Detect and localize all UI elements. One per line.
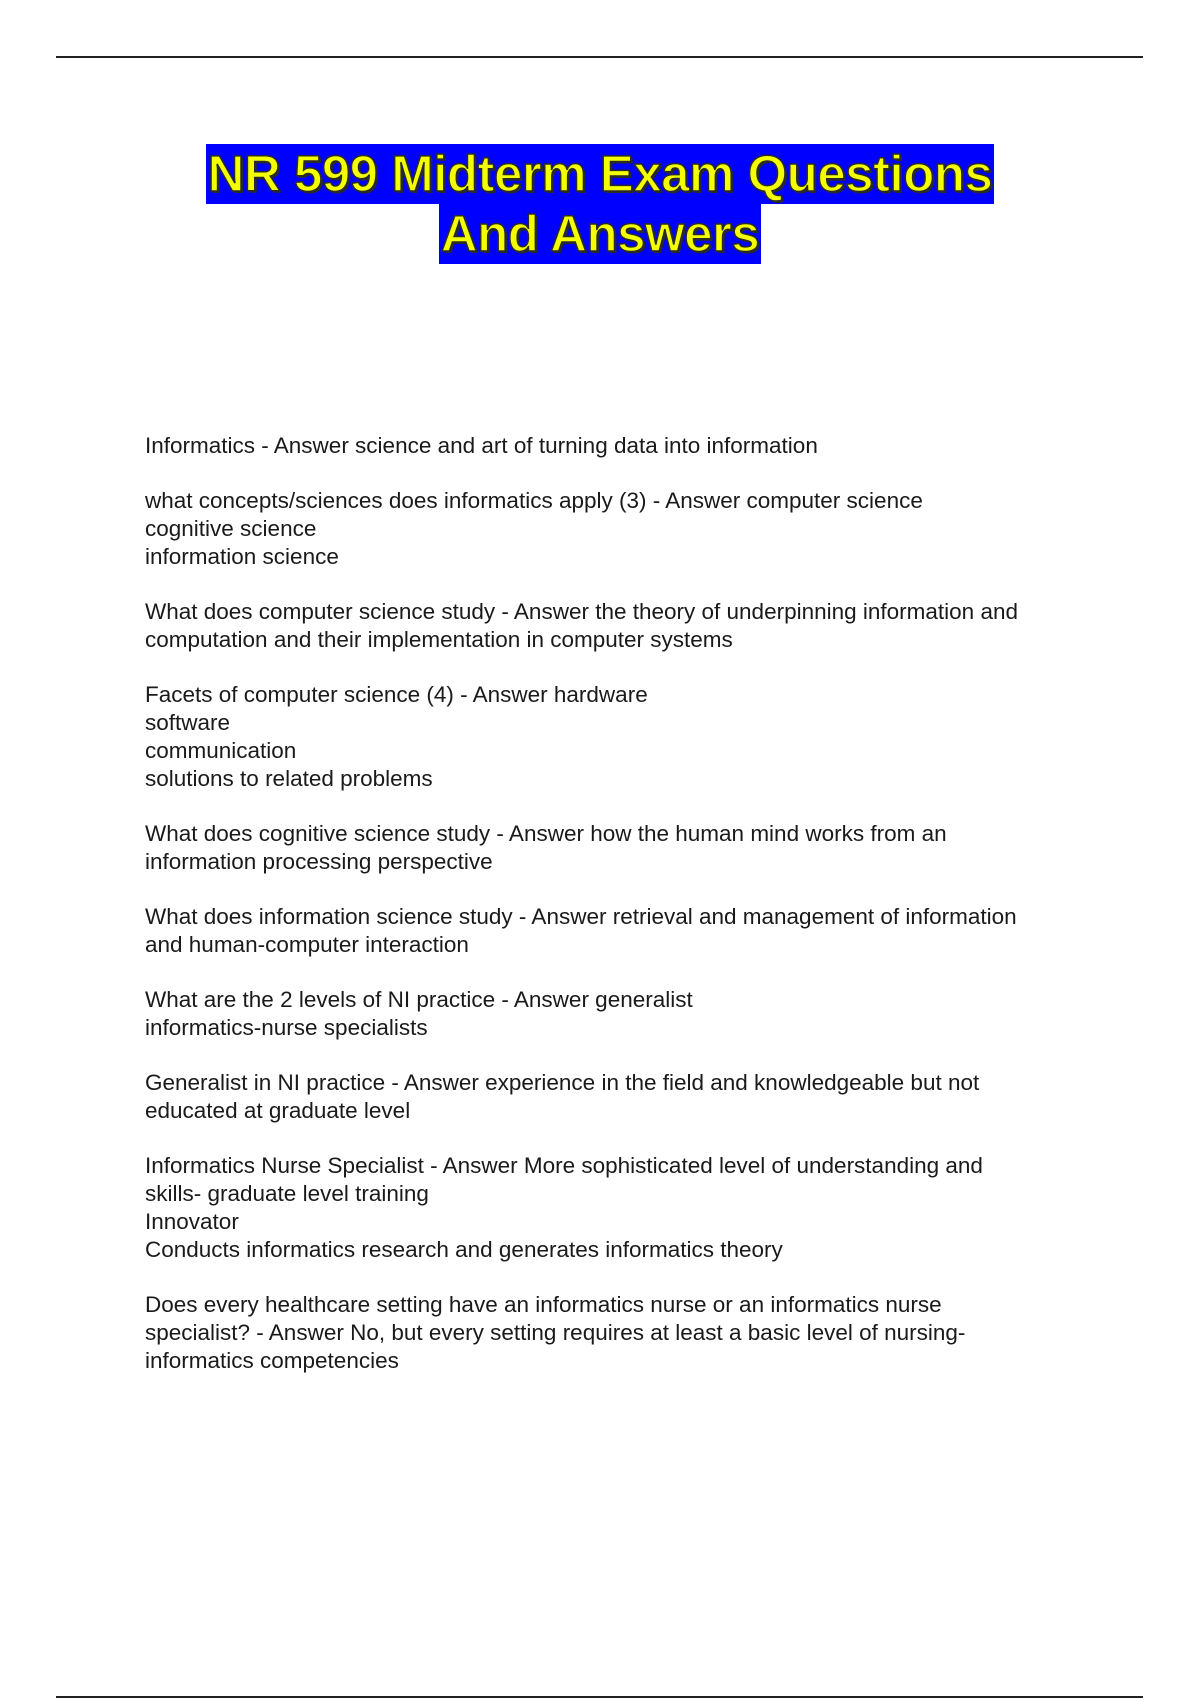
- qa-text-line: Does every healthcare setting have an informatics nurse or an informatics nurse: [145, 1292, 942, 1317]
- qa-item: [145, 432, 1095, 460]
- qa-text-line: Innovator: [145, 1209, 239, 1234]
- document-title: [0, 144, 1200, 264]
- qa-text-line: information processing perspective: [145, 849, 493, 874]
- qa-list: [145, 432, 1095, 1402]
- qa-item: [145, 986, 1095, 1042]
- qa-text-line: communication: [145, 738, 297, 763]
- qa-text-line: information science: [145, 544, 339, 569]
- qa-text-line: Informatics Nurse Specialist - Answer More sophisticated level of understanding and: [145, 1153, 983, 1178]
- qa-item: [145, 487, 1095, 571]
- bottom-rule: [56, 1696, 1143, 1698]
- qa-item: [145, 681, 1095, 793]
- qa-text-line: specialist? - Answer No, but every setting requires at least a basic level of nursing-: [145, 1320, 966, 1345]
- qa-text-line: informatics-nurse specialists: [145, 1015, 428, 1040]
- title-line-2: And Answers: [440, 205, 760, 262]
- qa-text-line: and human-computer interaction: [145, 932, 469, 957]
- title-line-1: NR 599 Midterm Exam Questions: [207, 145, 993, 202]
- qa-text-line: skills- graduate level training: [145, 1181, 429, 1206]
- qa-text-line: educated at graduate level: [145, 1098, 411, 1123]
- qa-text-line: computation and their implementation in computer systems: [145, 627, 733, 652]
- qa-text-line: Generalist in NI practice - Answer experience in the field and knowledgeable but not: [145, 1070, 980, 1095]
- qa-text-line: what concepts/sciences does informatics apply (3) - Answer computer science: [145, 488, 923, 513]
- qa-text-line: What does computer science study - Answer the theory of underpinning information and: [145, 599, 1018, 624]
- qa-text-line: cognitive science: [145, 516, 317, 541]
- qa-item: [145, 1152, 1095, 1264]
- qa-text-line: software: [145, 710, 231, 735]
- qa-item: [145, 820, 1095, 876]
- qa-item: [145, 598, 1095, 654]
- qa-text-line: Facets of computer science (4) - Answer hardware: [145, 682, 648, 707]
- qa-item: [145, 903, 1095, 959]
- qa-text-line: What does information science study - Answer retrieval and management of information: [145, 904, 1017, 929]
- top-rule: [56, 56, 1143, 58]
- qa-item: [145, 1069, 1095, 1125]
- qa-text-line: solutions to related problems: [145, 766, 433, 791]
- qa-text-line: informatics competencies: [145, 1348, 399, 1373]
- qa-text-line: What are the 2 levels of NI practice - Answer generalist: [145, 987, 693, 1012]
- qa-text-line: Conducts informatics research and generates informatics theory: [145, 1237, 783, 1262]
- qa-text-line: What does cognitive science study - Answer how the human mind works from an: [145, 821, 947, 846]
- qa-item: [145, 1291, 1095, 1375]
- qa-text-line: Informatics - Answer science and art of turning data into information: [145, 433, 818, 458]
